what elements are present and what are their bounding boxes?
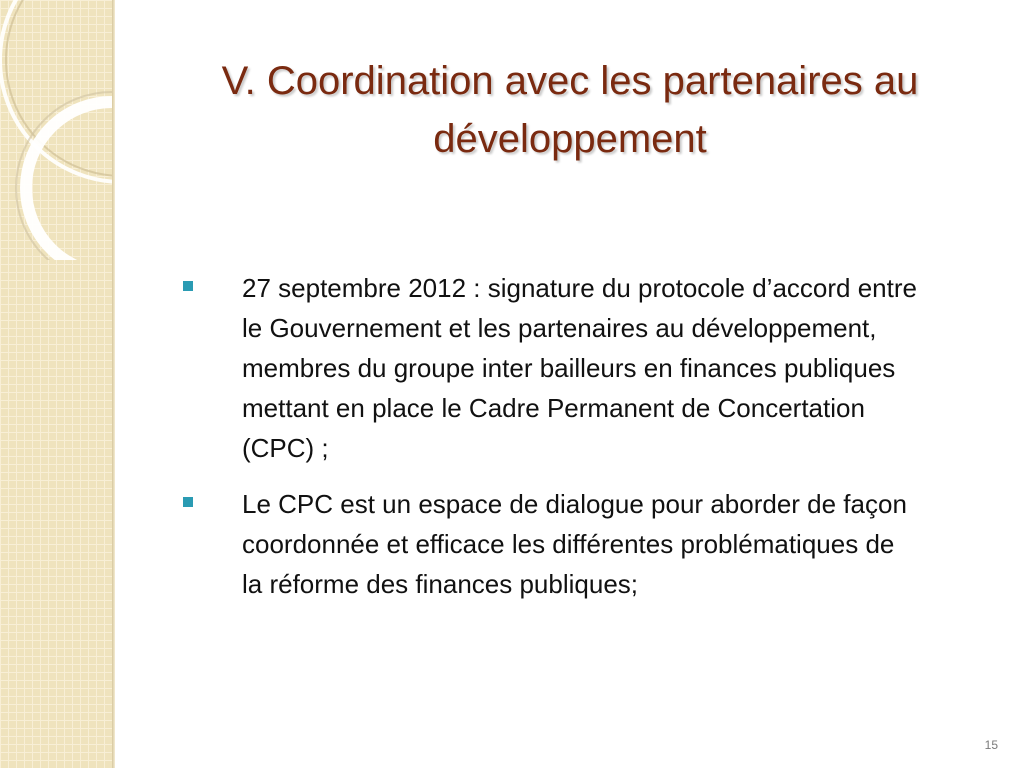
bullet-list [180, 268, 920, 620]
bullet-item [180, 484, 920, 604]
bullet-item [180, 268, 920, 468]
bullet-text: 27 septembre 2012 : signature du protocole d’accord entre le Gouvernement et les partenaires au développement, membres du groupe inter bailleurs en finances publiques mettant en place le Cadre Permanent de Concertation (CPC) ; [242, 273, 917, 463]
page-number: 15 [984, 738, 998, 752]
square-bullet-icon [183, 281, 193, 291]
bullet-text: Le CPC est un espace de dialogue pour aborder de façon coordonnée et efficace les différentes problématiques de la réforme des finances publiques; [242, 489, 907, 599]
square-bullet-icon [183, 497, 193, 507]
decorative-circles [0, 0, 112, 260]
decorative-side-panel [0, 0, 112, 768]
slide-title: V. Coordination avec les partenaires au développement [221, 59, 919, 161]
side-panel-edge [112, 0, 115, 768]
